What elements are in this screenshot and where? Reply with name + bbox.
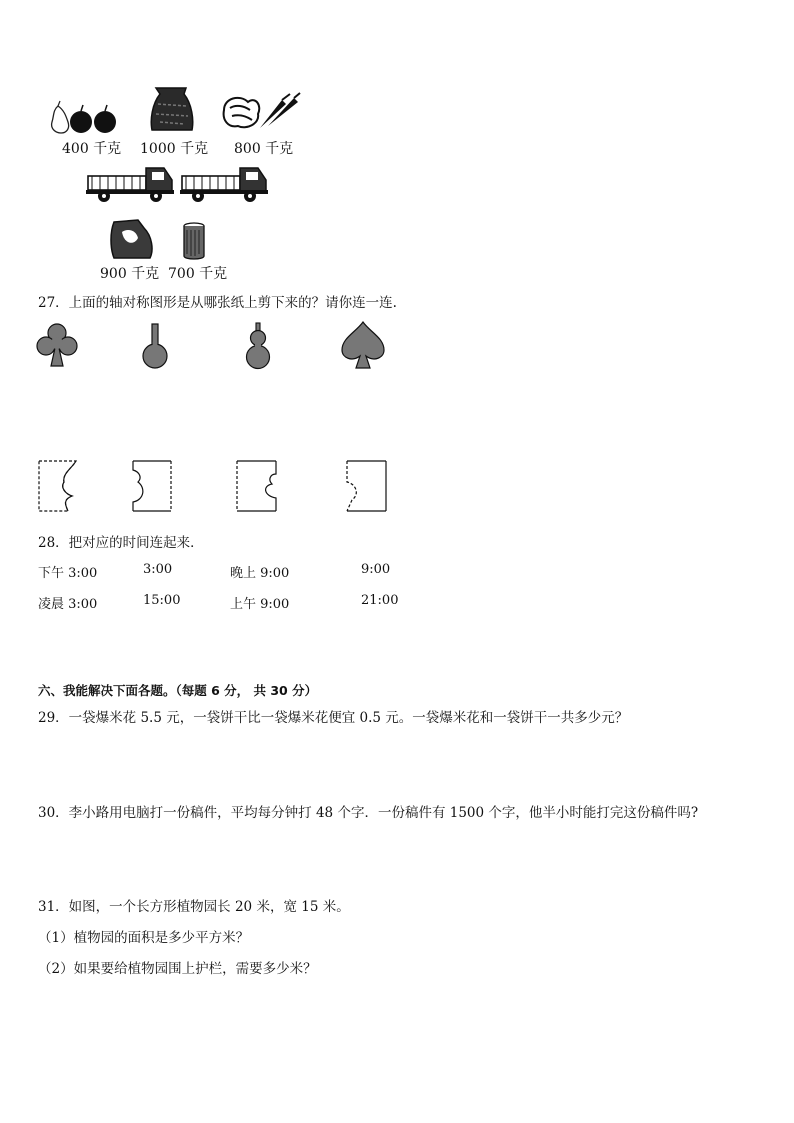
folded-paper-d bbox=[346, 460, 388, 512]
folded-paper-b bbox=[132, 460, 172, 512]
question-30: 30．李小路用电脑打一份稿件，平均每分钟打 48 个字．一份稿件有 1500 个字，他半小时能打完这份稿件吗? bbox=[38, 805, 699, 821]
time-label: 9:00 bbox=[361, 562, 391, 577]
time-label: 3:00 bbox=[143, 562, 173, 577]
question-28: 28．把对应的时间连起来． bbox=[38, 535, 204, 551]
time-label: 凌晨 3:00 bbox=[38, 597, 98, 612]
question-31: 31．如图，一个长方形植物园长 20 米，宽 15 米。 bbox=[38, 899, 350, 915]
section-heading: 六、我能解决下面各题。（每题 6 分， 共 30 分） bbox=[38, 683, 318, 698]
question-31-part-1: （1）植物园的面积是多少平方米？ bbox=[38, 930, 250, 946]
vegetables-icon bbox=[220, 92, 302, 132]
truck-icon bbox=[86, 164, 174, 204]
barrel-weight: 700 千克 bbox=[168, 266, 228, 282]
sack-weight: 1000 千克 bbox=[140, 141, 209, 157]
club-shape bbox=[36, 322, 78, 368]
bag-weight: 900 千克 bbox=[100, 266, 160, 282]
sack-icon bbox=[148, 84, 196, 132]
vegetables-weight: 800 千克 bbox=[234, 141, 294, 157]
time-label: 21:00 bbox=[361, 593, 399, 608]
time-label: 下午 3:00 bbox=[38, 566, 98, 581]
truck-icon bbox=[180, 164, 268, 204]
time-label: 上午 9:00 bbox=[230, 597, 290, 612]
fruit-weight: 400 千克 bbox=[62, 141, 122, 157]
gourd-shape bbox=[243, 322, 273, 370]
time-label: 15:00 bbox=[143, 593, 181, 608]
folded-paper-c bbox=[236, 460, 278, 512]
question-31-part-2: （2）如果要给植物园围上护栏，需要多少米？ bbox=[38, 961, 317, 977]
bag-icon bbox=[108, 218, 154, 260]
flask-shape bbox=[140, 322, 170, 370]
barrel-icon bbox=[182, 222, 206, 260]
question-27: 27．上面的轴对称图形是从哪张纸上剪下来的？请你连一连. bbox=[38, 295, 397, 311]
question-29: 29．一袋爆米花 5.5 元，一袋饼干比一袋爆米花便宜 0.5 元。一袋爆米花和一袋饼干一共多少元？ bbox=[38, 710, 629, 726]
folded-paper-a bbox=[38, 460, 78, 512]
spade-shape bbox=[340, 320, 386, 370]
fruit-icon bbox=[48, 100, 120, 134]
time-label: 晚上 9:00 bbox=[230, 566, 290, 581]
